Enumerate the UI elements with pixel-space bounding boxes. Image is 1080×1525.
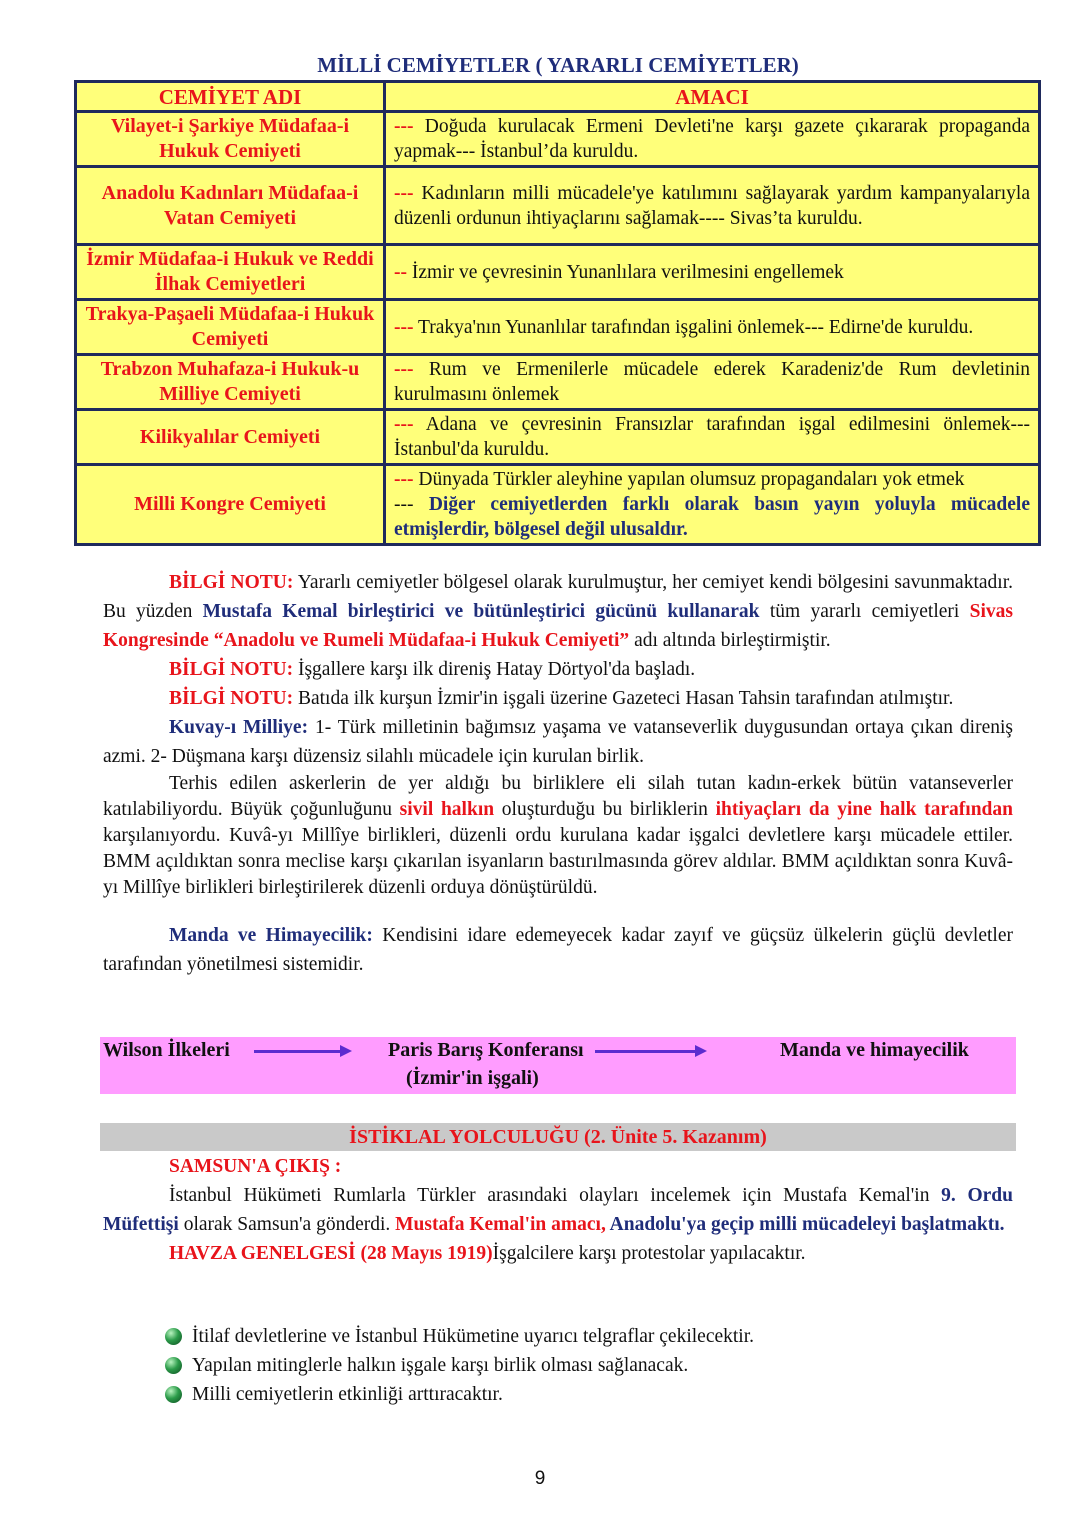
terhis-paragraph: Terhis edilen askerlerin de yer aldığı bu birliklere eli silah tutan kadın-erkek bütün vatanseverler katılabiliyordu. Büyük çoğunluğunu sivil halkın oluşturduğu bu birliklerin ihtiyaçları da yine halk tarafından karşılanıyordu. Kuvâ-yı Millîye birlikleri, düzenli ordu kurulana kadar işgalci devletlere karşı mücadele ettiler. BMM açıldıktan sonra meclise karşı çıkarılan isyanların bastırılmasında görev aldılar. BMM açıldıktan sonra Kuvâ-yı Millîye birlikleri birleştirilerek düzenli orduya dönüştürüldü. [103, 773, 1013, 898]
association-aim [385, 112, 1040, 167]
flow-item-paris: Paris Barış Konferansı [388, 1039, 584, 1061]
bullet-ball-icon [165, 1357, 182, 1374]
association-aim [385, 245, 1040, 300]
section-heading: İSTİKLAL YOLCULUĞU (2. Ünite 5. Kazanım) [100, 1123, 1016, 1151]
aim-dash: --- [394, 116, 414, 137]
notes-block [103, 568, 1013, 979]
page-title: MİLLİ CEMİYETLER ( YARARLI CEMİYETLER) [317, 53, 799, 77]
flow-item-paris-sub: (İzmir'in işgali) [406, 1067, 539, 1089]
samsun-block [103, 1152, 1013, 1268]
info-note-3: BİLGİ NOTU: Batıda ilk kurşun İzmir'in işgali üzerine Gazeteci Hasan Tahsin tarafından atılmıştır. [169, 688, 954, 709]
bullet-ball-icon [165, 1328, 182, 1345]
page-number: 9 [534, 1468, 546, 1489]
table-row [76, 410, 1040, 465]
association-name: Trakya-Paşaeli Müdafaa-i Hukuk Cemiyeti [76, 300, 385, 355]
manda-paragraph: Manda ve Himayecilik: Kendisini idare edemeyecek kadar zayıf ve güçsüz ülkelerin güçlü devletler tarafından yönetilmesi sistemidir. [103, 925, 1013, 975]
list-item: Milli cemiyetlerin etkinliği arttıracaktır. [165, 1380, 754, 1409]
aim-text: Adana ve çevresinin Fransızlar tarafından işgal edilmesini önlemek--- İstanbul'da kuruldu. [394, 414, 1030, 460]
flow-item-manda: Manda ve himayecilik [780, 1039, 969, 1061]
association-aim [385, 355, 1040, 410]
aim-text: Rum ve Ermenilerle mücadele ederek Karadeniz'de Rum devletinin kurulmasını önlemek [394, 359, 1030, 405]
table-row [76, 355, 1040, 410]
associations-table [74, 80, 1041, 546]
info-note-2: BİLGİ NOTU: İşgallere karşı ilk direniş Hatay Dörtyol'da başladı. [169, 659, 696, 680]
arrow-icon [595, 1050, 703, 1053]
flow-item-wilson: Wilson İlkeleri [103, 1039, 230, 1061]
aim-dash: --- [394, 414, 414, 435]
bullet-ball-icon [165, 1386, 182, 1403]
aim-dash: --- [394, 182, 414, 204]
aim-text: Trakya'nın Yunanlılar tarafından işgalini önlemek--- Edirne'de kuruldu. [413, 316, 974, 338]
havza-bullets [165, 1322, 754, 1409]
table-row [76, 465, 1040, 545]
list-item: Yapılan mitinglerle halkın işgale karşı birlik olması sağlanacak. [165, 1351, 754, 1380]
association-name: Milli Kongre Cemiyeti [76, 465, 385, 545]
samsun-title: SAMSUN'A ÇIKIŞ : [169, 1156, 342, 1177]
havza-paragraph: HAVZA GENELGESİ (28 Mayıs 1919)İşgalcilere karşı protestolar yapılacaktır. [169, 1243, 806, 1264]
aim-text: Doğuda kurulacak Ermeni Devleti'ne karşı gazete çıkararak propaganda yapmak--- İstanbul’da kuruldu. [394, 116, 1030, 162]
association-name: Kilikyalılar Cemiyeti [76, 410, 385, 465]
aim-text: Kadınların milli mücadele'ye katılımını sağlayarak yardım kampanyalarıyla düzenli ordunun ihtiyaçlarını sağlamak---- Sivas’ta kuruldu. [394, 182, 1030, 229]
association-name: Anadolu Kadınları Müdafaa-i Vatan Cemiyeti [76, 167, 385, 245]
info-note-1: BİLGİ NOTU: Yararlı cemiyetler bölgesel olarak kurulmuştur, her cemiyet kendi bölgesini savunmaktadır. Bu yüzden Mustafa Kemal birleştirici ve bütünleştirici gücünü kullanarak tüm yararlı cemiyetleri Sivas Kongresinde “Anadolu ve Rumeli Müdafaa-i Hukuk Cemiyeti” adı altında birleştirmiştir. [103, 572, 1013, 651]
aim-dash-2: --- [394, 494, 414, 515]
kuvayi-milliye-paragraph: Kuvay-ı Milliye: 1- Türk milletinin bağımsız yaşama ve vatanseverlik duygusundan ortaya çıkan direniş azmi. 2- Düşmana karşı düzensiz silahlı mücadele için kurulan birlik. [103, 717, 1014, 767]
association-aim [385, 300, 1040, 355]
table-row [76, 300, 1040, 355]
aim-text-bold: Diğer cemiyetlerden farklı olarak basın yayın yoluyla mücadele etmişlerdir, bölgesel değil ulusaldır. [394, 494, 1030, 540]
table-row [76, 245, 1040, 300]
list-item: İtilaf devletlerine ve İstanbul Hükümetine uyarıcı telgraflar çekilecektir. [165, 1322, 754, 1351]
column-header-name: CEMİYET ADI [76, 82, 385, 112]
column-header-aim: AMACI [385, 82, 1040, 112]
aim-text: Dünyada Türkler aleyhine yapılan olumsuz propagandaları yok etmek [413, 469, 965, 490]
table-header-row [76, 82, 1040, 112]
association-aim [385, 465, 1040, 545]
association-name: İzmir Müdafaa-i Hukuk ve Reddi İlhak Cemiyetleri [76, 245, 385, 300]
association-name: Trabzon Muhafaza-i Hukuk-u Milliye Cemiyeti [76, 355, 385, 410]
aim-dash: --- [394, 469, 414, 490]
samsun-paragraph: İstanbul Hükümeti Rumlarla Türkler arasındaki olayları incelemek için Mustafa Kemal'in 9. Ordu Müfettişi olarak Samsun'a gönderdi. Mustafa Kemal'in amacı, Anadolu'ya geçip milli mücadeleyi başlatmaktı. [103, 1185, 1013, 1235]
aim-dash: --- [394, 316, 414, 338]
flow-band [100, 1037, 1016, 1094]
arrow-icon [254, 1050, 348, 1053]
aim-text: İzmir ve çevresinin Yunanlılara verilmesini engellemek [407, 261, 844, 283]
table-row [76, 167, 1040, 245]
aim-dash: --- [394, 359, 414, 380]
association-aim [385, 167, 1040, 245]
table-row [76, 112, 1040, 167]
association-name: Vilayet-i Şarkiye Müdafaa-i Hukuk Cemiyeti [76, 112, 385, 167]
association-aim [385, 410, 1040, 465]
aim-dash: -- [394, 261, 407, 283]
